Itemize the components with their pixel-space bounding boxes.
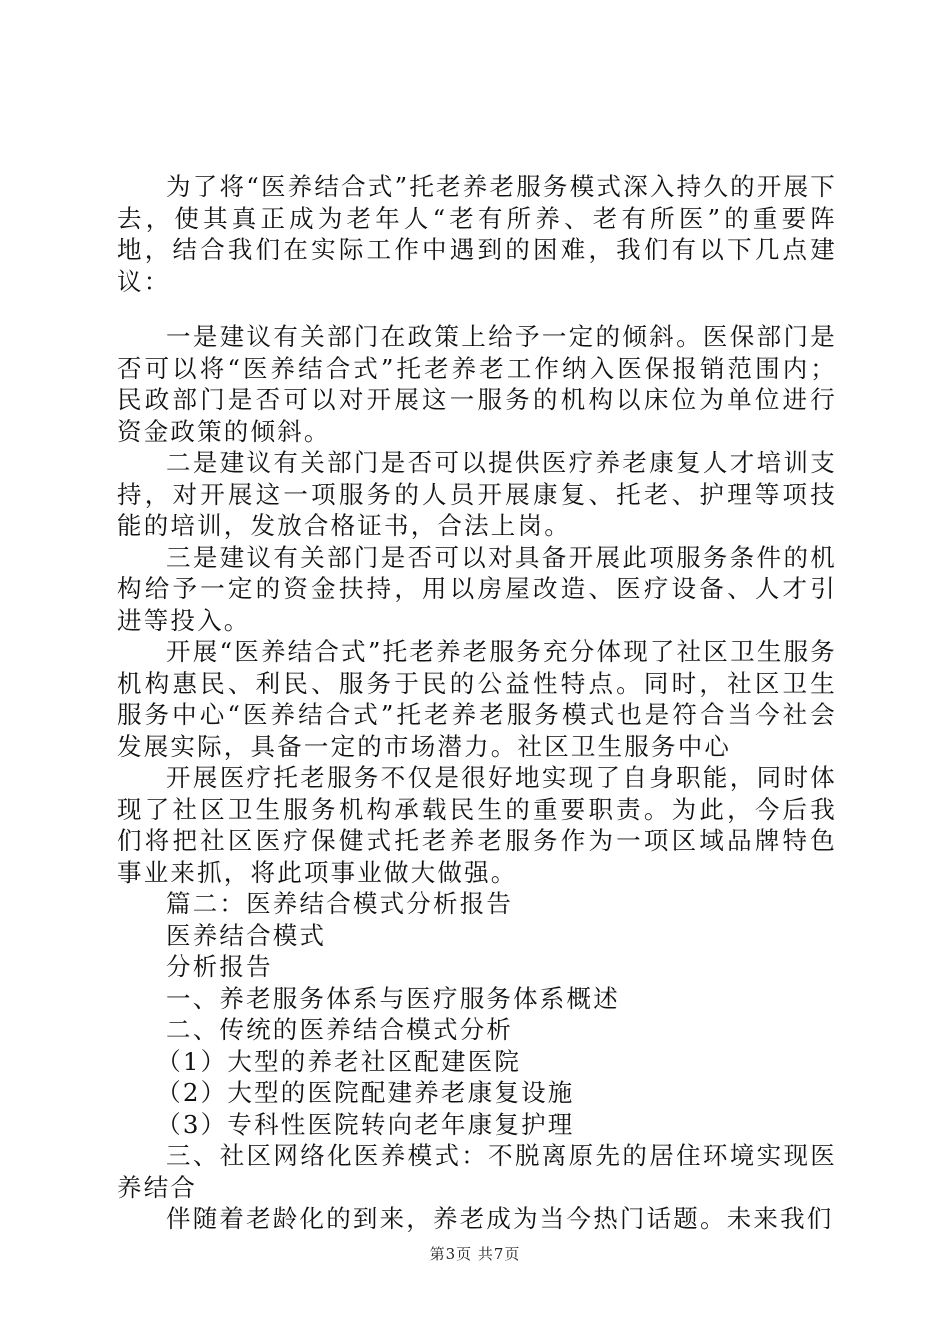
paragraph-suggestion-1: 一是建议有关部门在政策上给予一定的倾斜。医保部门是否可以将“医养结合式”托老养老工作纳入医保报销范围内；民政部门是否可以对开展这一服务的机构以床位为单位进行资金政策的倾斜。: [117, 322, 837, 446]
outline-item-1: 一、养老服务体系与医疗服务体系概述: [166, 983, 620, 1013]
document-body: [117, 171, 837, 1235]
outline-item-2: 二、传统的医养结合模式分析: [166, 1015, 514, 1044]
paragraph-summary: 开展“医养结合式”托老养老服务充分体现了社区卫生服务机构惠民、利民、服务于民的公益性特点。同时，社区卫生服务中心“医养结合式”托老养老服务模式也是符合当今社会发展实际，具备一定的市场潜力。社区卫生服务中心: [117, 637, 837, 761]
report-subtitle: 分析报告: [166, 952, 273, 981]
paragraph-conclusion: 开展医疗托老服务不仅是很好地实现了自身职能，同时体现了社区卫生服务机构承载民生的重要职责。为此，今后我们将把社区医疗保健式托老养老服务作为一项区域品牌特色事业来抓，将此项事业做大做强。: [117, 763, 837, 887]
page-number-footer: 第3页 共7页: [429, 1245, 521, 1263]
report-title: 医养结合模式: [166, 920, 327, 950]
outline-item-3: 三、社区网络化医养模式：不脱离原先的居住环境实现医养结合: [117, 1141, 837, 1202]
paragraph-closing: 伴随着老龄化的到来，养老成为当今热门话题。未来我们: [166, 1204, 834, 1233]
paragraph-suggestion-2: 二是建议有关部门是否可以提供医疗养老康复人才培训支持，对开展这一项服务的人员开展康复、托老、护理等项技能的培训，发放合格证书，合法上岗。: [117, 448, 837, 540]
outline-subitem-3: （3）专科性医院转向老年康复护理: [156, 1109, 575, 1139]
paragraph-intro: 为了将“医养结合式”托老养老服务模式深入持久的开展下去，使其真正成为老年人“老有所养、老有所医”的重要阵地，结合我们在实际工作中遇到的困难，我们有以下几点建议：: [117, 172, 837, 296]
paragraph-suggestion-3: 三是建议有关部门是否可以对具备开展此项服务条件的机构给予一定的资金扶持，用以房屋改造、医疗设备、人才引进等投入。: [117, 542, 837, 635]
section-heading-part-two: 篇二：医养结合模式分析报告: [166, 889, 514, 918]
outline-subitem-1: （1）大型的养老社区配建医院: [156, 1046, 522, 1076]
outline-subitem-2: （2）大型的医院配建养老康复设施: [156, 1078, 575, 1107]
